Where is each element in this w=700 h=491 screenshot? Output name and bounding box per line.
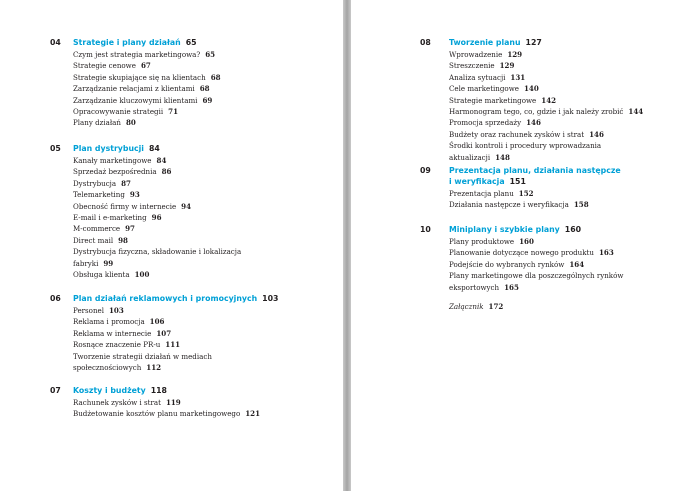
left-page (0, 0, 343, 491)
entry-text: Strategie cenowe (73, 61, 136, 71)
toc-entry[interactable] (449, 95, 689, 106)
entry-page: 144 (628, 107, 644, 117)
entry-text: Obsługa klienta (73, 270, 130, 280)
chapter-title[interactable] (449, 165, 689, 187)
entry-text: Budżetowanie kosztów planu marketingowego (73, 409, 241, 419)
entry-text-continued: fabryki (73, 258, 99, 268)
chapter-number: 10 (420, 225, 431, 234)
toc-entry[interactable] (73, 201, 333, 212)
toc-entry[interactable] (449, 199, 689, 210)
toc-entry[interactable] (73, 316, 333, 327)
entry-page: 165 (504, 282, 519, 292)
toc-entry[interactable] (449, 259, 689, 270)
entry-page: 100 (134, 270, 150, 280)
entry-page: 99 (103, 258, 114, 268)
entry-text: Promocja sprzedaży (449, 118, 522, 128)
entry-page: 163 (598, 248, 614, 258)
toc-entry[interactable] (73, 351, 333, 374)
entry-text: Opracowywanie strategii (73, 107, 164, 117)
entry-page: 112 (146, 363, 162, 373)
entry-text: Prezentacja planu (449, 189, 514, 198)
entry-text: Podejście do wybranych rynków (449, 259, 565, 269)
entry-page: 142 (541, 95, 557, 105)
entry-text: Środki kontroli i procedury wprowadzania (449, 141, 602, 151)
chapter-title-text: Strategie i plany działań (73, 38, 181, 47)
toc-entry[interactable] (73, 339, 333, 350)
entry-page: 98 (118, 235, 128, 245)
entry-page: 146 (526, 118, 541, 128)
entry-text: Plany marketingowe dla poszczególnych rynków (449, 271, 624, 281)
appendix-text: Załącznik (449, 302, 484, 312)
chapter-title-text: Tworzenie planu (449, 38, 521, 47)
entry-text: Plany działań (73, 118, 121, 128)
chapter-title[interactable] (73, 385, 333, 396)
entry-page: 107 (156, 328, 172, 338)
toc-entry[interactable] (73, 155, 333, 166)
entry-text: Zarządzanie kluczowymi klientami (73, 95, 198, 105)
entry-text: Sprzedaż bezpośrednia (73, 167, 157, 177)
chapter-title-text: Prezentacja planu, działania następcze (449, 166, 621, 175)
entry-page: 68 (210, 72, 221, 82)
toc-entry[interactable] (449, 106, 689, 117)
entry-text: Rachunek zysków i strat (73, 398, 161, 407)
entry-text: M-commerce (73, 224, 121, 234)
toc-entry[interactable] (449, 236, 689, 247)
chapter-number: 06 (50, 294, 61, 303)
toc-entry[interactable] (73, 397, 333, 408)
chapter-page: 84 (148, 144, 160, 153)
entry-page: 111 (165, 340, 181, 350)
entry-page: 67 (140, 61, 151, 71)
chapter-page: 103 (262, 294, 279, 303)
entry-page: 152 (518, 189, 534, 198)
entry-text: Reklama i promocja (73, 317, 145, 327)
toc-entry[interactable] (73, 189, 333, 200)
entry-text: Harmonogram tego, co, gdzie i jak należy zrobić (449, 107, 624, 117)
entry-page: 131 (510, 72, 526, 82)
toc-entry[interactable] (449, 60, 689, 71)
entry-text: Wprowadzenie (449, 50, 503, 59)
toc-entry[interactable] (73, 106, 333, 117)
entry-page: 84 (156, 156, 167, 165)
entry-text: Strategie skupiające się na klientach (73, 72, 206, 82)
chapter-title[interactable] (449, 37, 689, 48)
chapter-number: 07 (50, 386, 61, 395)
toc-entry[interactable] (73, 83, 333, 94)
chapter-page: 151 (509, 177, 526, 186)
chapter-title-text: Koszty i budżety (73, 386, 146, 395)
entry-text: Plany produktowe (449, 237, 515, 246)
toc-entry[interactable] (73, 72, 333, 83)
entry-page: 164 (569, 259, 585, 269)
entry-text: Direct mail (73, 235, 114, 245)
entry-page: 148 (495, 152, 510, 162)
chapter-title[interactable] (73, 143, 333, 154)
toc-entry[interactable] (73, 305, 333, 316)
toc-entry[interactable] (73, 328, 333, 339)
chapter-number: 08 (420, 38, 431, 47)
chapter-page: 65 (185, 38, 197, 47)
entry-text: E-mail i e-marketing (73, 213, 147, 223)
chapter-title[interactable] (449, 224, 689, 235)
entry-page: 158 (573, 200, 589, 210)
chapter-page: 127 (525, 38, 542, 47)
entry-page: 103 (109, 306, 124, 315)
entry-text: Reklama w internecie (73, 328, 152, 338)
entry-text-continued: aktualizacji (449, 152, 491, 162)
entry-page: 160 (519, 237, 534, 246)
chapter-page: 118 (150, 386, 167, 395)
chapter-title-text: Plan działań reklamowych i promocyjnych (73, 294, 258, 303)
chapter-page: 160 (564, 225, 582, 234)
toc-entry[interactable] (449, 72, 689, 83)
entry-page: 71 (168, 107, 179, 117)
chapter-number: 04 (50, 38, 61, 47)
toc-entry[interactable] (73, 95, 333, 106)
entry-text: Personel (73, 306, 104, 315)
entry-page: 87 (121, 178, 131, 188)
right-page (351, 0, 700, 491)
entry-text: Strategie marketingowe (449, 95, 537, 105)
entry-text: Działania następcze i weryfikacja (449, 200, 569, 210)
toc-entry[interactable] (73, 49, 333, 60)
appendix-page: 172 (488, 302, 504, 312)
entry-page: 129 (507, 50, 523, 59)
entry-text: Obecność firmy w internecie (73, 201, 177, 211)
entry-text-continued: eksportowych (449, 282, 500, 292)
entry-page: 97 (125, 224, 135, 234)
chapter-title-text: Miniplany i szybkie plany (449, 225, 560, 234)
toc-entry[interactable] (73, 223, 333, 234)
toc-entry[interactable] (449, 117, 689, 128)
entry-text: Budżety oraz rachunek zysków i strat (449, 129, 585, 139)
entry-text: Czym jest strategia marketingowa? (73, 50, 201, 59)
entry-page: 121 (245, 409, 261, 419)
entry-page: 96 (151, 213, 162, 223)
appendix-entry[interactable] (449, 301, 689, 312)
toc-entry[interactable] (449, 188, 689, 199)
entry-text: Analiza sytuacji (449, 72, 506, 82)
book-gutter (343, 0, 351, 491)
entry-page: 94 (181, 201, 192, 211)
toc-entry[interactable] (73, 212, 333, 223)
chapter-title-text: Plan dystrybucji (73, 144, 144, 153)
chapter-title-text-continued: i weryfikacja (449, 177, 505, 186)
entry-page: 86 (161, 167, 172, 177)
chapter-number: 05 (50, 144, 61, 153)
toc-entry[interactable] (73, 166, 333, 177)
entry-page: 65 (205, 50, 216, 59)
entry-page: 119 (165, 398, 181, 407)
entry-text: Rosnące znaczenie PR-u (73, 340, 161, 350)
chapter-title[interactable] (73, 37, 333, 48)
toc-entry[interactable] (449, 270, 689, 293)
chapter-title[interactable] (73, 293, 333, 304)
toc-entry[interactable] (73, 246, 333, 269)
toc-entry[interactable] (73, 235, 333, 246)
toc-entry[interactable] (449, 83, 689, 94)
entry-text: Dystrybucja fizyczna, składowanie i lokalizacja (73, 247, 242, 257)
entry-page: 106 (149, 317, 165, 327)
entry-page: 68 (199, 84, 210, 94)
toc-entry[interactable] (73, 117, 333, 128)
entry-page: 140 (523, 84, 539, 94)
entry-text: Cele marketingowe (449, 84, 519, 94)
entry-text: Dystrybucja (73, 178, 117, 188)
entry-page: 80 (125, 118, 136, 128)
entry-text: Kanały marketingowe (73, 156, 152, 165)
entry-text: Planowanie dotyczące nowego produktu (449, 248, 594, 258)
entry-text: Tworzenie strategii działań w mediach (73, 351, 212, 361)
toc-entry[interactable] (73, 269, 333, 280)
toc-entry[interactable] (73, 178, 333, 189)
entry-text: Streszczenie (449, 61, 495, 71)
entry-page: 69 (202, 95, 213, 105)
toc-entry[interactable] (73, 408, 333, 419)
chapter-number: 09 (420, 166, 431, 175)
toc-entry[interactable] (449, 49, 689, 60)
toc-entry[interactable] (449, 140, 689, 163)
entry-text-continued: społecznościowych (73, 363, 142, 373)
toc-entry[interactable] (449, 247, 689, 258)
entry-page: 146 (589, 129, 604, 139)
toc-entry[interactable] (73, 60, 333, 71)
entry-page: 129 (499, 61, 515, 71)
entry-text: Telemarketing (73, 190, 125, 200)
entry-text: Zarządzanie relacjami z klientami (73, 84, 195, 94)
entry-page: 93 (129, 190, 140, 200)
toc-entry[interactable] (449, 129, 689, 140)
